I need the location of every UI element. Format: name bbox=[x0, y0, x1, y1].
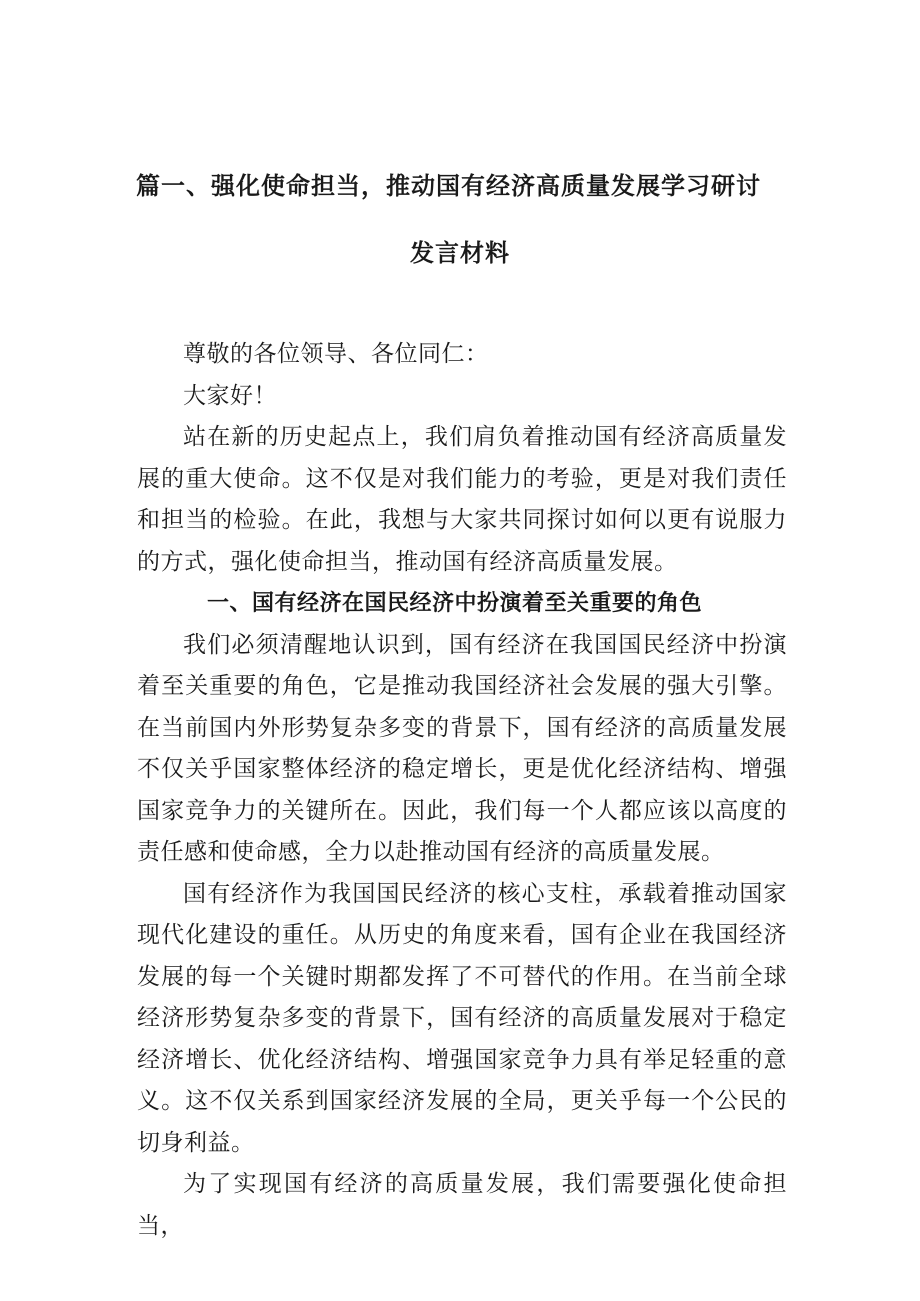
paragraph-role: 我们必须清醒地认识到，国有经济在我国国民经济中扮演着至关重要的角色，它是推动我国经济社会发展的强大引擎。在当前国内外形势复杂多变的背景下，国有经济的高质量发展不仅关乎国家整体经济的稳定增长，更是优化经济结构、增强国家竞争力的关键所在。因此，我们每一个人都应该以高度的责任感和使命感，全力以赴推动国有经济的高质量发展。 bbox=[137, 631, 787, 865]
salutation: 尊敬的各位领导、各位同仁： bbox=[183, 341, 489, 367]
paragraph-intro: 站在新的历史起点上，我们肩负着推动国有经济高质量发展的重大使命。这不仅是对我们能力的考验，更是对我们责任和担当的检验。在此，我想与大家共同探讨如何以更有说服力的方式，强化使命担当，推动国有经济高质量发展。 bbox=[137, 424, 787, 575]
paragraph-pillar: 国有经济作为我国国民经济的核心支柱，承载着推动国家现代化建设的重任。从历史的角度来看，国有企业在我国经济发展的每一个关键时期都发挥了不可替代的作用。在当前全球经济形势复杂多变的背景下，国有经济的高质量发展对于稳定经济增长、优化经济结构、增强国家竞争力具有举足轻重的意义。这不仅关系到国家经济发展的全局，更关乎每一个公民的切身利益。 bbox=[137, 880, 787, 1156]
document-body bbox=[137, 334, 787, 1247]
greeting: 大家好！ bbox=[183, 382, 277, 409]
paragraph-continuation: 为了实现国有经济的高质量发展，我们需要强化使命担当， bbox=[137, 1171, 787, 1239]
document-title-line-2: 发言材料 bbox=[410, 239, 510, 267]
section-heading-1: 一、国有经济在国民经济中扮演着至关重要的角色 bbox=[207, 591, 703, 616]
document-title-line-1: 篇一、强化使命担当，推动国有经济高质量发展学习研讨 bbox=[136, 172, 761, 200]
